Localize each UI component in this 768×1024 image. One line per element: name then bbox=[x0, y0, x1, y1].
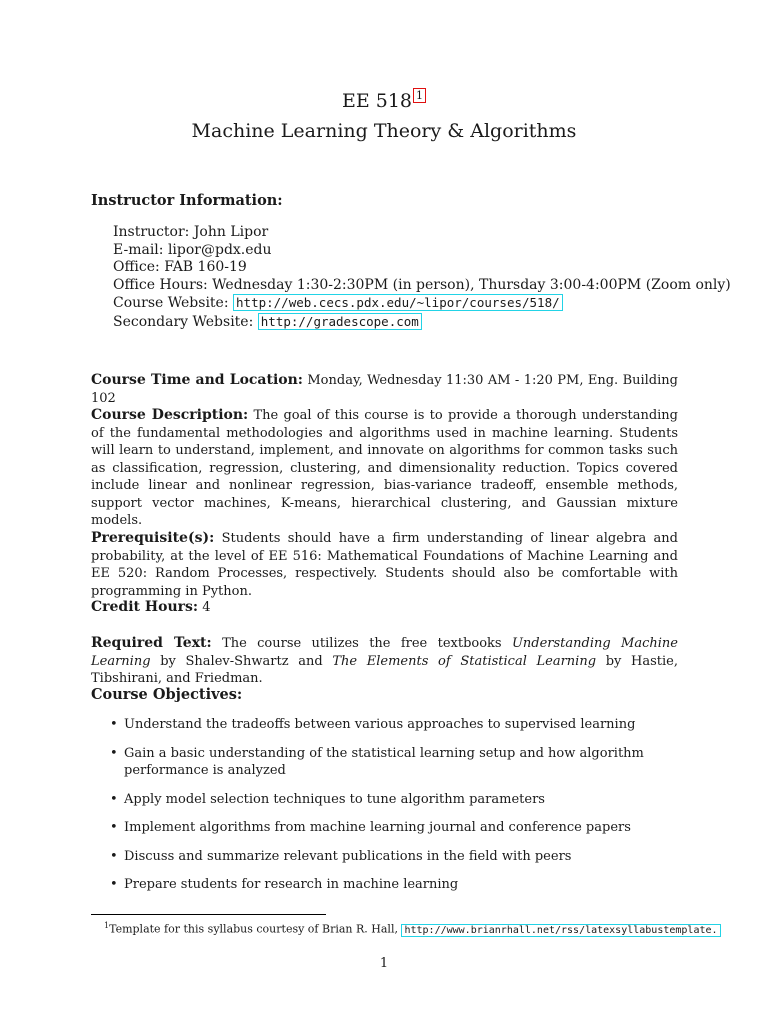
objectives-list bbox=[110, 716, 680, 905]
list-item: • Gain a basic understanding of the statistical learning setup and how algorithm performance is analyzed bbox=[110, 745, 680, 780]
course-website-link[interactable]: http://web.cecs.pdx.edu/~lipor/courses/518/ bbox=[233, 294, 563, 311]
time-location-label: Course Time and Location: bbox=[91, 372, 303, 388]
footnote-ref-link[interactable]: 1 bbox=[413, 88, 426, 103]
footnote-marker: 1 bbox=[104, 921, 110, 930]
textbook-2: The Elements of Statistical Learning bbox=[332, 653, 597, 669]
credit-hours bbox=[91, 599, 678, 617]
instructor-info bbox=[113, 224, 731, 331]
description-text: The goal of this course is to provide a thorough understanding of the fundamental methodologies and algorithms used in machine learning. Students will learn to understand, implement, and innovate on algorithms for common tasks such as classification, regression, clustering, and dimensionality reduction. Topics covered include linear and nonlinear regression, bias-variance tradeoff, ensemble methods, support vector machines, K-means, hierarchical clustering, and Gaussian mixture models. bbox=[91, 408, 678, 528]
course-description bbox=[91, 407, 678, 530]
list-item: • Understand the tradeoffs between various approaches to supervised learning bbox=[110, 716, 680, 734]
secondary-website-label: Secondary Website: bbox=[113, 313, 254, 330]
footnote-divider bbox=[91, 914, 326, 915]
time-location bbox=[91, 372, 678, 407]
page-number: 1 bbox=[379, 956, 389, 971]
credit-hours-value: 4 bbox=[202, 600, 211, 615]
time-location-text: Monday, Wednesday 11:30 AM - 1:20 PM, Eng. Building 102 bbox=[91, 373, 678, 406]
textbook-2-authors: by Hastie, Tibshirani, and Friedman. bbox=[91, 653, 679, 686]
secondary-website-link[interactable]: http://gradescope.com bbox=[258, 313, 422, 330]
objectives-heading: Course Objectives: bbox=[91, 686, 243, 703]
prerequisites bbox=[91, 530, 678, 600]
prerequisites-text: Students should have a firm understanding of linear algebra and probability, at the level of EE 516: Mathematical Foundations of Machine Learning and EE 520: Random Processes, respectively. Students should also be comfortable with programming in Python. bbox=[91, 531, 678, 599]
list-item: • Prepare students for research in machine learning bbox=[110, 876, 680, 894]
footnote-text: Template for this syllabus courtesy of Brian R. Hall, bbox=[109, 922, 398, 936]
course-title: Machine Learning Theory & Algorithms bbox=[191, 120, 577, 142]
description-label: Course Description: bbox=[91, 407, 249, 423]
title-block bbox=[0, 88, 768, 144]
instructor-office: Office: FAB 160-19 bbox=[113, 259, 247, 275]
course-code: EE 518 bbox=[341, 90, 413, 112]
secondary-website-row bbox=[113, 313, 731, 332]
list-item: • Implement algorithms from machine learning journal and conference papers bbox=[110, 819, 680, 837]
instructor-heading: Instructor Information: bbox=[91, 192, 283, 209]
textbook-1: Understanding Machine Learning bbox=[91, 636, 678, 669]
list-item: • Apply model selection techniques to tune algorithm parameters bbox=[110, 791, 680, 809]
course-code-line bbox=[0, 88, 768, 114]
instructor-name: Instructor: John Lipor bbox=[113, 224, 269, 240]
required-text-intro: The course utilizes the free textbooks bbox=[222, 636, 502, 651]
textbook-1-authors: by Shalev-Shwartz and bbox=[160, 653, 323, 669]
footnote-link[interactable]: http://www.brianrhall.net/rss/latexsyllabustemplate. bbox=[401, 924, 720, 937]
required-text-label: Required Text: bbox=[91, 635, 212, 651]
prerequisites-label: Prerequisite(s): bbox=[91, 530, 215, 546]
course-website-row bbox=[113, 294, 731, 313]
course-website-label: Course Website: bbox=[113, 295, 229, 311]
office-hours: Office Hours: Wednesday 1:30-2:30PM (in person), Thursday 3:00-4:00PM (Zoom only) bbox=[113, 276, 731, 293]
instructor-email: E-mail: lipor@pdx.edu bbox=[113, 241, 272, 258]
list-item: • Discuss and summarize relevant publications in the field with peers bbox=[110, 848, 680, 866]
credit-hours-label: Credit Hours: bbox=[91, 599, 199, 615]
required-text bbox=[91, 635, 678, 688]
footnote bbox=[104, 918, 721, 939]
